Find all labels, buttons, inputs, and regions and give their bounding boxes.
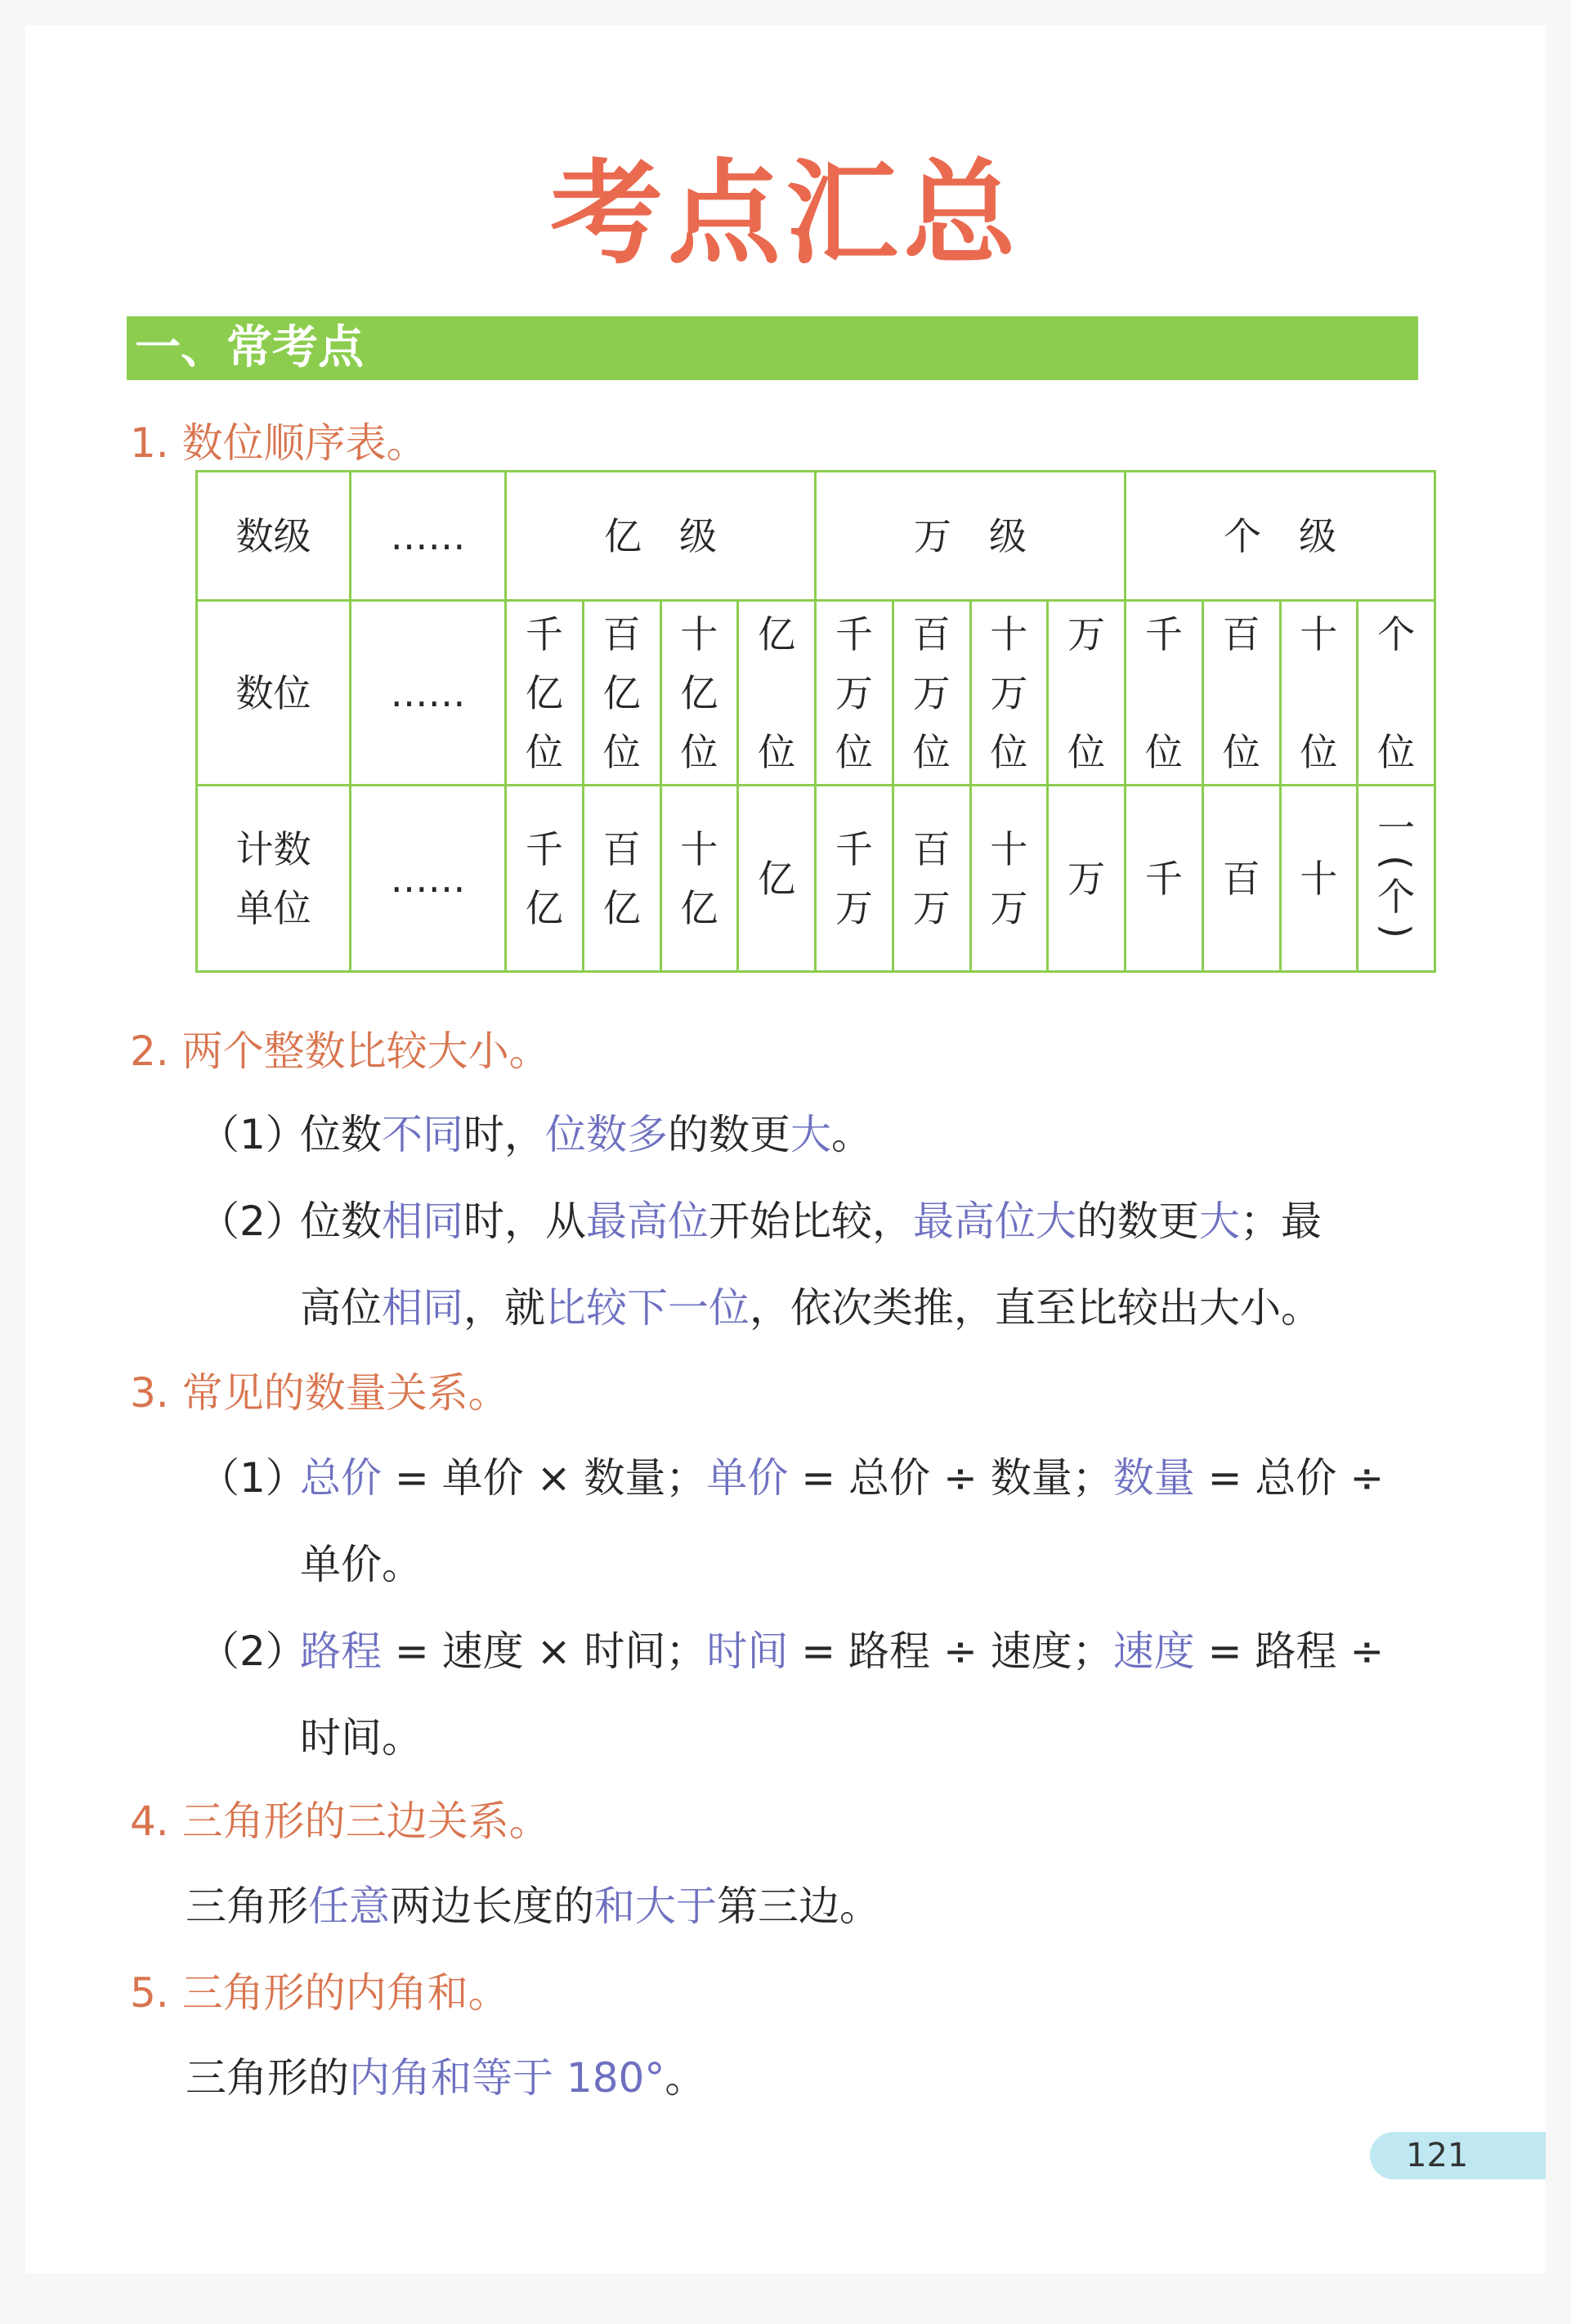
heading-compare-integers: 2. 两个整数比较大小。	[130, 1028, 550, 1075]
ellipsis: ……	[351, 601, 506, 786]
place-cell: 百 万 位	[893, 601, 970, 786]
place-cell: 万 位	[1048, 601, 1126, 786]
place-cell: 千 亿 位	[506, 601, 584, 786]
heading-quantity-relations: 3. 常见的数量关系。	[130, 1369, 509, 1417]
level-ge: 个 级	[1126, 472, 1435, 601]
relation-distance: （2）路程 = 速度 × 时间；时间 = 路程 ÷ 速度；速度 = 路程 ÷	[199, 1628, 1385, 1675]
place-cell: 百 位	[1202, 601, 1280, 786]
compare-rule-1: （1）位数不同时，位数多的数更大。	[199, 1111, 872, 1158]
unit-cell: 千 万	[816, 786, 893, 972]
place-cell: 十 万 位	[970, 601, 1048, 786]
place-cell: 十 亿 位	[660, 601, 738, 786]
unit-cell: 十 亿	[660, 786, 738, 972]
page-title: 考点汇总	[549, 148, 1021, 280]
place-cell: 十 位	[1280, 601, 1358, 786]
table-row-places	[197, 601, 1435, 786]
row-label: 数位	[197, 601, 351, 786]
ellipsis: ……	[351, 786, 506, 972]
heading-place-value-table: 1. 数位顺序表。	[130, 419, 427, 467]
relation-price: （1）总价 = 单价 × 数量；单价 = 总价 ÷ 数量；数量 = 总价 ÷	[199, 1454, 1385, 1502]
triangle-sides-rule: 三角形任意两边长度的和大于第三边。	[186, 1883, 880, 1930]
page	[25, 25, 1546, 2273]
section-header: 一、常考点	[127, 316, 1418, 380]
table-row-levels	[197, 472, 1435, 601]
page-number: 121	[1370, 2132, 1546, 2179]
unit-cell: 百	[1202, 786, 1280, 972]
ellipsis: ……	[351, 472, 506, 601]
table-row-units	[197, 786, 1435, 972]
heading-triangle-sides: 4. 三角形的三边关系。	[130, 1798, 550, 1845]
relation-distance-cont: 时间。	[300, 1714, 423, 1762]
unit-cell: 百 亿	[583, 786, 660, 972]
unit-cell: 十 万	[970, 786, 1048, 972]
unit-cell: 万	[1048, 786, 1126, 972]
place-cell: 千 位	[1126, 601, 1203, 786]
place-value-table	[195, 470, 1436, 973]
unit-cell: 千	[1126, 786, 1203, 972]
level-yi: 亿 级	[506, 472, 816, 601]
place-cell: 亿 位	[738, 601, 816, 786]
compare-rule-2: （2）位数相同时，从最高位开始比较，最高位大的数更大；最	[199, 1198, 1322, 1245]
place-cell: 千 万 位	[816, 601, 893, 786]
level-wan: 万 级	[816, 472, 1126, 601]
place-cell: 个 位	[1358, 601, 1435, 786]
unit-cell: 百 万	[893, 786, 970, 972]
compare-rule-2-cont: 高位相同，就比较下一位，依次类推，直至比较出大小。	[300, 1284, 1322, 1332]
triangle-angles-rule: 三角形的内角和等于 180°。	[186, 2054, 706, 2102]
place-cell: 百 亿 位	[583, 601, 660, 786]
unit-cell: 千 亿	[506, 786, 584, 972]
unit-cell: 亿	[738, 786, 816, 972]
unit-cell-ones: 一 ( 个 )	[1358, 786, 1435, 972]
unit-cell: 十	[1280, 786, 1358, 972]
row-label: 数级	[197, 472, 351, 601]
relation-price-cont: 单价。	[300, 1541, 423, 1588]
row-label: 计数 单位	[197, 786, 351, 972]
heading-triangle-angles: 5. 三角形的内角和。	[130, 1969, 509, 2017]
